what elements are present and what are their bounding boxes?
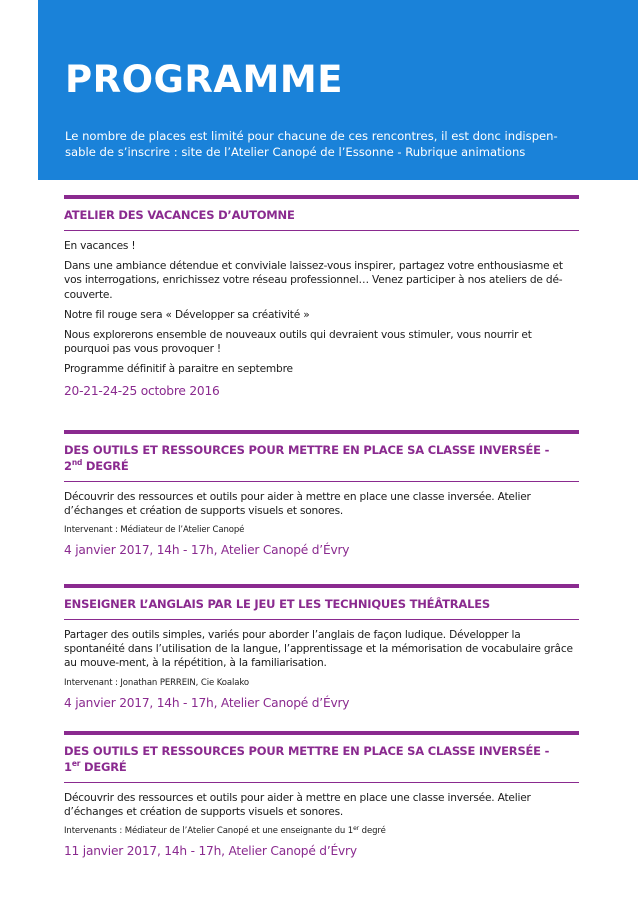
section-anglais-theatre	[64, 584, 579, 711]
section-title-level-word: DEGRÉ	[80, 760, 127, 774]
header-intro	[65, 129, 585, 160]
section-title-line-1: DES OUTILS ET RESSOURCES POUR METTRE EN PLACE SA CLASSE INVERSÉE -	[64, 744, 550, 758]
section-date: 20-21-24-25 octobre 2016	[64, 383, 220, 398]
section-body	[64, 239, 579, 399]
section-atelier-vacances	[64, 195, 579, 399]
section-speaker: Intervenant : Médiateur de l’Atelier Canopé	[64, 525, 245, 536]
section-speaker-suffix: er	[353, 825, 360, 833]
section-title: ENSEIGNER L’ANGLAIS PAR LE JEU ET LES TECHNIQUES THÉÂTRALES	[64, 597, 490, 611]
section-paragraph: Programme définitif à paraitre en septembre	[64, 363, 293, 376]
section-title	[64, 743, 579, 775]
section-classe-inversee-1er	[64, 731, 579, 859]
section-title-rule	[64, 782, 579, 783]
section-title-rule	[64, 230, 579, 231]
section-paragraph: En vacances !	[64, 240, 136, 252]
section-speaker: Intervenant : Jonathan PERREIN, Cie Koalako	[64, 677, 249, 688]
section-title-level-suffix: er	[71, 759, 81, 768]
section-top-bar	[64, 584, 579, 588]
section-date: 4 janvier 2017, 14h - 17h, Atelier Canopé d’Évry	[64, 543, 350, 558]
section-body	[64, 490, 579, 558]
header-banner	[38, 0, 638, 180]
section-paragraph: Dans une ambiance détendue et conviviale laissez-vous inspirer, partagez votre enthousiasme et vos interrogations, enrichissez votre réseau professionnel… Venez participer à nos ateliers de dé-couverte.	[64, 260, 563, 301]
section-title-level-suffix: nd	[71, 458, 83, 467]
section-title-rule	[64, 481, 579, 482]
page-title: PROGRAMME	[65, 58, 343, 101]
section-body	[64, 791, 579, 859]
section-top-bar	[64, 195, 579, 199]
header-intro-line-2: sable de s’inscrire : site de l’Atelier Canopé de l’Essonne - Rubrique animations	[65, 144, 526, 159]
section-paragraph: Découvrir des ressources et outils pour aider à mettre en place une classe inversée. Atelier d’échanges et création de supports visuels et sonores.	[64, 792, 531, 819]
section-paragraph: Partager des outils simples, variés pour aborder l’anglais de façon ludique. Développer la spontanéité dans l’utilisation de la langue, l’apprentissage et la mémorisation de vocabulaire grâce au mouve-ment, à la répétition, à la familiarisation.	[64, 629, 573, 670]
section-paragraph: Découvrir des ressources et outils pour aider à mettre en place une classe inversée. Atelier d’échanges et création de supports visuels et sonores.	[64, 491, 531, 518]
section-date: 11 janvier 2017, 14h - 17h, Atelier Canopé d’Évry	[64, 844, 357, 859]
section-speaker-main: Intervenants : Médiateur de l’Atelier Canopé et une enseignante du 1	[64, 826, 354, 837]
section-title-level-word: DEGRÉ	[82, 459, 129, 473]
section-body	[64, 628, 579, 711]
section-top-bar	[64, 731, 579, 735]
section-classe-inversee-2nd	[64, 430, 579, 558]
section-title-rule	[64, 619, 579, 620]
section-top-bar	[64, 430, 579, 434]
section-title-line-1: DES OUTILS ET RESSOURCES POUR METTRE EN PLACE SA CLASSE INVERSÉE -	[64, 443, 550, 457]
section-title	[64, 442, 579, 474]
header-intro-line-1: Le nombre de places est limité pour chacune de ces rencontres, il est donc indispen-	[65, 129, 558, 143]
section-paragraph: Notre fil rouge sera « Développer sa créativité »	[64, 308, 310, 321]
section-title: ATELIER DES VACANCES D’AUTOMNE	[64, 208, 295, 222]
section-title-level-number: 1	[64, 760, 72, 774]
section-speaker	[64, 825, 579, 837]
section-title-level-number: 2	[64, 459, 72, 473]
section-paragraph: Nous explorerons ensemble de nouveaux outils qui devraient vous stimuler, vous nourrir et pourquoi pas vous provoquer !	[64, 329, 532, 356]
section-speaker-end: degré	[359, 826, 386, 837]
section-date: 4 janvier 2017, 14h - 17h, Atelier Canopé d’Évry	[64, 695, 350, 710]
